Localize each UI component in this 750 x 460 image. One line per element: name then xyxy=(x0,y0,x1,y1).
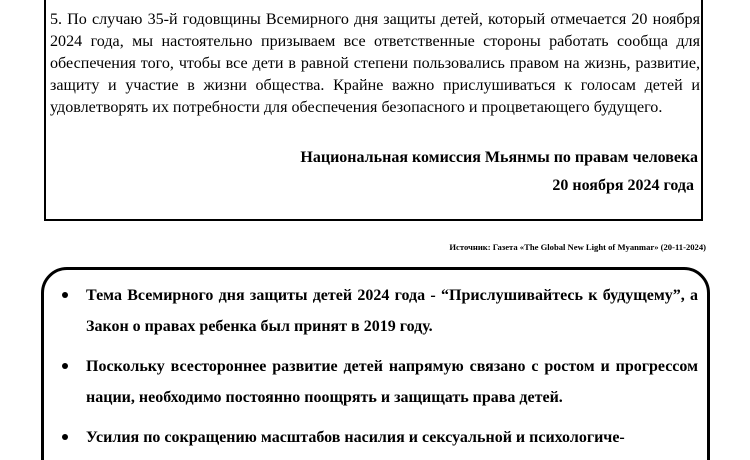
highlight-text: Усилия по сокращению масштабов насилия и сексуальной и психологиче- xyxy=(86,429,625,446)
signature-organization: Национальная комиссия Мьянмы по правам человека xyxy=(300,149,698,166)
list-item xyxy=(62,280,698,342)
list-item xyxy=(62,351,698,413)
highlights-list xyxy=(62,280,698,460)
bullet-icon xyxy=(62,292,68,298)
signature-date: 20 ноября 2024 года xyxy=(552,177,694,194)
bullet-icon xyxy=(62,434,68,440)
highlight-text: Поскольку всестороннее развитие детей напрямую связано с ростом и прогрессом нации, необходимо постоянно поощрять и защищать права детей. xyxy=(86,358,698,406)
source-citation: Источник: Газета «The Global New Light of Myanmar» (20-11-2024) xyxy=(449,242,706,252)
bullet-icon xyxy=(62,363,68,369)
statement-paragraph: 5. По случаю 35-й годовщины Всемирного дня защиты детей, который отмечается 20 ноября 2024 года, мы настоятельно призываем все ответственные стороны работать сообща для обеспечения того, чтобы все дети в равной степени пользовались правом на жизнь, развитие, защиту и участие в жизни общества. Крайне важно прислушиваться к голосам детей и удовлетворять их потребности для обеспечения безопасного и процветающего будущего. xyxy=(50,11,700,116)
list-item xyxy=(62,422,698,453)
highlight-text: Тема Всемирного дня защиты детей 2024 года - “Прислушивайтесь к будущему”, а Закон о правах ребенка был принят в 2019 году. xyxy=(86,287,698,335)
